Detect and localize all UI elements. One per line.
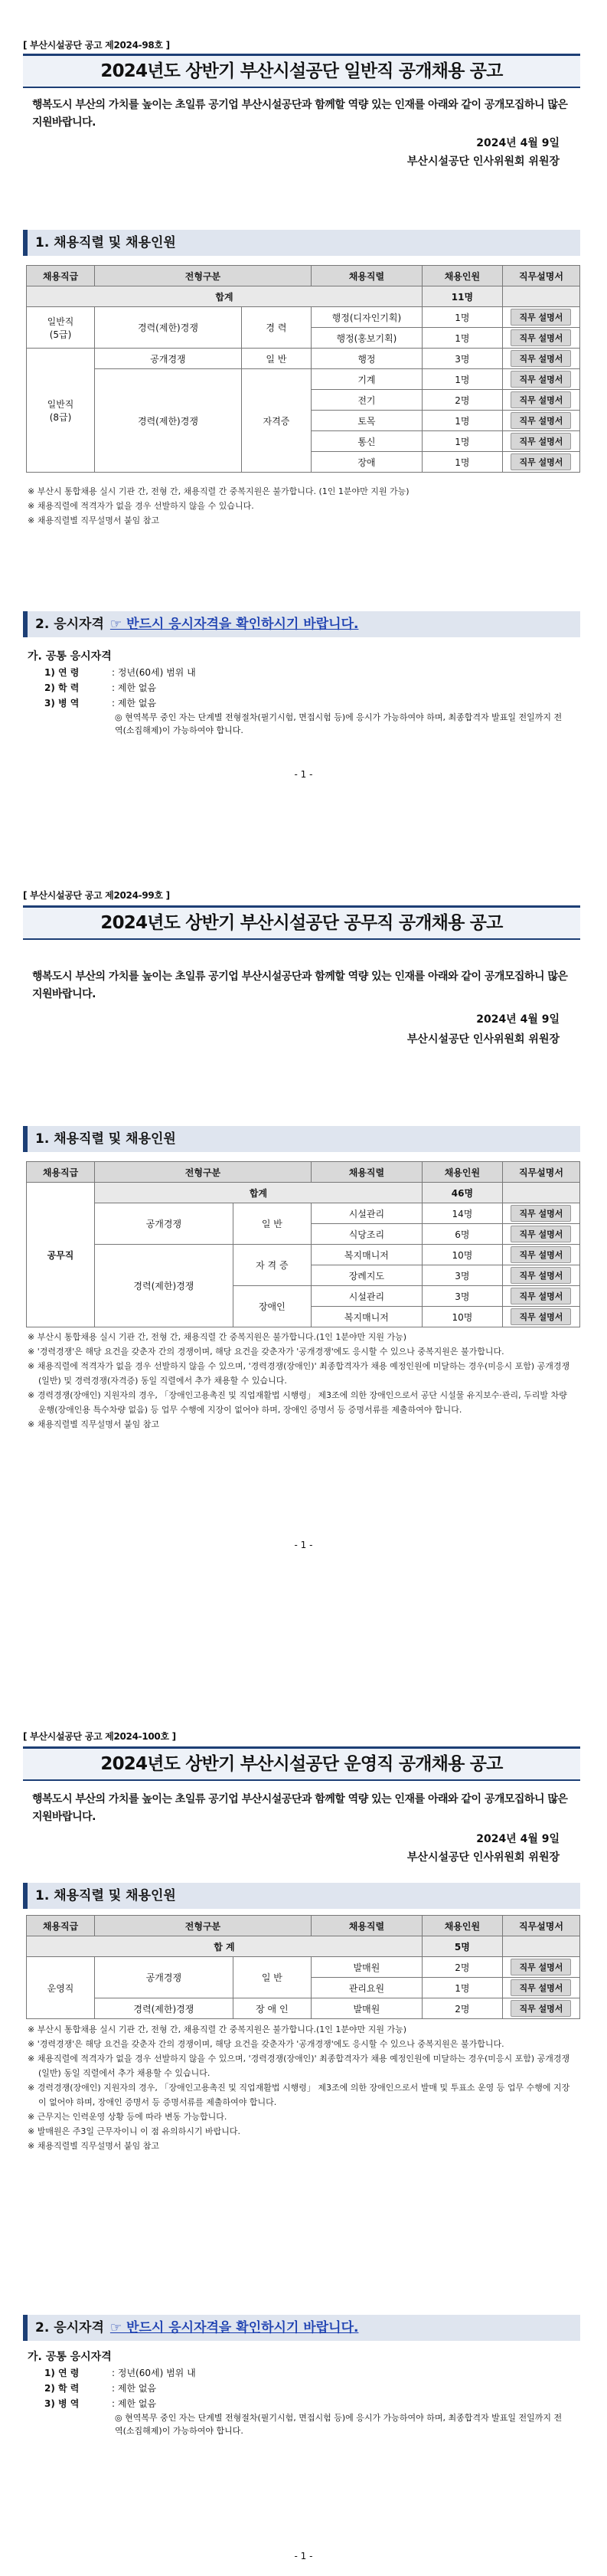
count-cell: 1명 xyxy=(422,411,502,431)
field-cell: 식당조리 xyxy=(311,1224,422,1245)
note-item: ※ 부산시 통합채용 실시 기관 간, 전형 간, 채용직렬 간 중복지원은 불가합니다. (1인 1분야만 지원 가능) xyxy=(28,486,410,496)
col-header: 채용직급 xyxy=(27,1162,95,1183)
col-header: 전형구분 xyxy=(95,266,312,286)
count-cell: 10명 xyxy=(422,1307,502,1327)
total-count: 46명 xyxy=(422,1183,502,1203)
col-header: 직무설명서 xyxy=(502,266,579,286)
note-item: ※ 채용직렬에 적격자가 없을 경우 선발하지 않을 수 있으며, '경력경쟁(장애인)' 최종합격자가 채용 예정인원에 미달하는 경우(미응시 포함) 공개경쟁(일반) 동일 직렬에서 추가 채용할 수 있습니다. xyxy=(28,2054,570,2078)
type-cell: 공개경쟁 xyxy=(95,1957,233,1998)
qualification-link[interactable]: ☞ 반드시 응시자격을 확인하시기 바랍니다. xyxy=(109,617,359,632)
count-cell: 6명 xyxy=(422,1224,502,1245)
notice-title: 2024년도 상반기 부산시설공단 공무직 공개채용 공고 xyxy=(23,905,580,940)
count-cell: 3명 xyxy=(422,349,502,369)
total-row xyxy=(27,286,580,307)
note-item: ※ 경력경쟁(장애인) 지원자의 경우, 「장애인고용촉진 및 직업재활법 시행령」 제3조에 의한 장애인으로서 발매 및 투표소 운영 등 업무 수행에 지장이 없어야 하며, 장애인 증명서 등 증명서류를 제출하여야 합니다. xyxy=(28,2083,570,2107)
col-header: 전형구분 xyxy=(95,1916,312,1936)
category-cell: 장애인 xyxy=(233,1286,311,1327)
count-cell: 1명 xyxy=(422,369,502,390)
field-cell: 토목 xyxy=(311,411,422,431)
notice-org: 부산시설공단 인사위원회 위원장 xyxy=(406,155,560,168)
job-description-button[interactable]: 직무 설명서 xyxy=(511,350,571,367)
field-cell: 행정(홍보기획) xyxy=(311,328,422,349)
category-cell: 일 반 xyxy=(241,349,311,369)
job-description-button[interactable]: 직무 설명서 xyxy=(511,1959,571,1975)
notice-date: 2024년 4월 9일 xyxy=(476,1833,560,1845)
military-note: ◎ 현역복무 중인 자는 단계별 전형절차(필기시험, 면접시험 등)에 응시가 가능하여야 하며, 최종합격자 발표일 전일까지 전역(소집해제)이 가능하여야 합니다. xyxy=(115,712,563,735)
note-item: ※ 채용직렬별 직무설명서 붙임 참고 xyxy=(28,516,159,525)
col-header: 채용인원 xyxy=(422,266,502,286)
table-row xyxy=(27,1998,580,2019)
field-cell: 행정 xyxy=(311,349,422,369)
job-description-button[interactable]: 직무 설명서 xyxy=(511,1267,571,1284)
section-heading: 1. 채용직렬 및 채용인원 xyxy=(23,1126,580,1152)
notice-number: [ 부산시설공단 공고 제2024-99호 ] xyxy=(23,890,170,901)
col-header: 직무설명서 xyxy=(502,1162,579,1183)
job-description-button[interactable]: 직무 설명서 xyxy=(511,453,571,470)
col-header: 채용직렬 xyxy=(311,1916,422,1936)
page-number: - 1 - xyxy=(294,1540,313,1550)
subheading: 가. 공통 응시자격 xyxy=(28,2351,112,2363)
qualification-list: 1) 연 령 : 정년(60세) 범위 내 2) 학 력 : 제한 없음 3) 병 역 : 제한 없음 ◎ 현역복무 중인 자는 단계별 전형절차(필기시험, 면접시험 등)에 응시가 가능하여야 하며, 최종합격자 발표일 전일까지 전역(소집해제)이 가능하여야 합니다. xyxy=(44,665,565,737)
notice-org: 부산시설공단 인사위원회 위원장 xyxy=(406,1033,560,1046)
notice-title: 2024년도 상반기 부산시설공단 일반직 공개채용 공고 xyxy=(23,54,580,88)
job-description-button[interactable]: 직무 설명서 xyxy=(511,1205,571,1222)
recruit-table xyxy=(26,1161,580,1327)
field-cell: 복지매니저 xyxy=(311,1245,422,1265)
job-description-button[interactable]: 직무 설명서 xyxy=(511,1288,571,1304)
section-heading: 1. 채용직렬 및 채용인원 xyxy=(23,230,580,256)
type-cell: 경력(제한)경쟁 xyxy=(95,1998,233,2019)
note-item: ※ 부산시 통합채용 실시 기관 간, 전형 간, 채용직렬 간 중복지원은 불가합니다.(1인 1분야만 지원 가능) xyxy=(28,2024,407,2034)
table-row xyxy=(27,1957,580,1978)
total-row xyxy=(27,1936,580,1957)
job-description-button[interactable]: 직무 설명서 xyxy=(511,1226,571,1242)
job-description-button[interactable]: 직무 설명서 xyxy=(511,371,571,388)
count-cell: 3명 xyxy=(422,1265,502,1286)
field-cell: 기계 xyxy=(311,369,422,390)
total-label: 합 계 xyxy=(27,1936,423,1957)
field-cell: 복지매니저 xyxy=(311,1307,422,1327)
note-item: ※ 경력경쟁(장애인) 지원자의 경우, 「장애인고용촉진 및 직업재활법 시행령」 제3조에 의한 장애인으로서 공단 시설물 유지보수·관리, 두리발 차량 운행(장애인용 특수차량 없음) 등 업무 수행에 지장이 없어야 하며, 장애인 증명서 등 증명서류를 제출하여야 합니다. xyxy=(28,1390,567,1415)
field-cell: 발매원 xyxy=(311,1998,422,2019)
total-count: 11명 xyxy=(422,286,502,307)
recruit-table xyxy=(26,265,580,473)
col-header: 직무설명서 xyxy=(502,1916,579,1936)
note-item: ※ 부산시 통합채용 실시 기관 간, 전형 간, 채용직렬 간 중복지원은 불가합니다.(1인 1분야만 지원 가능) xyxy=(28,1332,407,1342)
grade-cell: 운영직 xyxy=(27,1957,95,2019)
category-cell: 경 력 xyxy=(241,307,311,349)
count-cell: 1명 xyxy=(422,431,502,452)
table-header-row xyxy=(27,1916,580,1936)
grade-cell: 일반직 (5급) xyxy=(27,307,95,349)
table-row xyxy=(27,307,580,328)
notice-org: 부산시설공단 인사위원회 위원장 xyxy=(406,1851,560,1864)
category-cell: 자 격 증 xyxy=(233,1245,311,1286)
count-cell: 1명 xyxy=(422,1978,502,1998)
qualification-list: 1) 연 령 : 정년(60세) 범위 내 2) 학 력 : 제한 없음 3) 병 역 : 제한 없음 ◎ 현역복무 중인 자는 단계별 전형절차(필기시험, 면접시험 등)에 응시가 가능하여야 하며, 최종합격자 발표일 전일까지 전역(소집해제)이 가능하여야 합니다. xyxy=(44,2365,565,2437)
count-cell: 10명 xyxy=(422,1245,502,1265)
note-item: ※ 채용직렬별 직무설명서 붙임 참고 xyxy=(28,2141,159,2151)
col-header: 채용직급 xyxy=(27,1916,95,1936)
type-cell: 공개경쟁 xyxy=(95,349,242,369)
type-cell: 경력(제한)경쟁 xyxy=(95,369,242,473)
notes-list xyxy=(28,1330,573,1432)
section-heading: 1. 채용직렬 및 채용인원 xyxy=(23,1883,580,1909)
type-cell: 경력(제한)경쟁 xyxy=(95,307,242,349)
col-header: 채용인원 xyxy=(422,1916,502,1936)
notice-date: 2024년 4월 9일 xyxy=(476,137,560,149)
field-cell: 관리요원 xyxy=(311,1978,422,1998)
notice-number: [ 부산시설공단 공고 제2024-100호 ] xyxy=(23,1731,176,1742)
intro-text: 행복도시 부산의 가치를 높이는 초일류 공기업 부산시설공단과 함께할 역량 있는 인재를 아래와 같이 공개모집하니 많은 지원바랍니다. xyxy=(32,99,568,129)
table-row xyxy=(27,369,580,390)
table-row xyxy=(27,349,580,369)
field-cell: 전기 xyxy=(311,390,422,411)
note-item: ※ '경력경쟁'은 해당 요건을 갖춘자 간의 경쟁이며, 해당 요건을 갖춘자가 '공개경쟁'에도 응시할 수 있으나 중복지원은 불가합니다. xyxy=(28,2039,504,2049)
notes-list xyxy=(28,2022,573,2153)
field-cell: 시설관리 xyxy=(311,1286,422,1307)
intro-text: 행복도시 부산의 가치를 높이는 초일류 공기업 부산시설공단과 함께할 역량 있는 인재를 아래와 같이 공개모집하니 많은 지원바랍니다. xyxy=(32,971,568,1000)
table-header-row xyxy=(27,1162,580,1183)
table-row xyxy=(27,1203,580,1224)
total-label: 합계 xyxy=(27,286,423,307)
note-item: ※ 채용직렬에 적격자가 없을 경우 선발하지 않을 수 있으며, '경력경쟁(장애인)' 최종합격자가 채용 예정인원에 미달하는 경우(미응시 포함) 공개경쟁(일반) 및 경력경쟁(자격증) 동일 직렬에서 추가 채용할 수 있습니다. xyxy=(28,1361,570,1386)
field-cell: 통신 xyxy=(311,431,422,452)
col-header: 채용직급 xyxy=(27,266,95,286)
category-cell: 일 반 xyxy=(233,1957,311,1998)
job-description-button[interactable]: 직무 설명서 xyxy=(511,391,571,408)
table-header-row xyxy=(27,266,580,286)
count-cell: 1명 xyxy=(422,328,502,349)
count-cell: 1명 xyxy=(422,452,502,473)
note-item: ※ '경력경쟁'은 해당 요건을 갖춘자 간의 경쟁이며, 해당 요건을 갖춘자가 '공개경쟁'에도 응시할 수 있으나 중복지원은 불가합니다. xyxy=(28,1347,504,1357)
job-description-button[interactable]: 직무 설명서 xyxy=(511,1308,571,1325)
subheading: 가. 공통 응시자격 xyxy=(28,650,112,663)
field-cell: 장애 xyxy=(311,452,422,473)
job-description-button[interactable]: 직무 설명서 xyxy=(511,2000,571,2017)
job-description-button[interactable]: 직무 설명서 xyxy=(511,329,571,346)
intro-text: 행복도시 부산의 가치를 높이는 초일류 공기업 부산시설공단과 함께할 역량 있는 인재를 아래와 같이 공개모집하니 많은 지원바랍니다. xyxy=(32,1793,568,1823)
table-row xyxy=(27,1245,580,1265)
type-cell: 공개경쟁 xyxy=(95,1203,233,1245)
count-cell: 3명 xyxy=(422,1286,502,1307)
count-cell: 2명 xyxy=(422,1957,502,1978)
section-heading: 2. 응시자격 ☞ 반드시 응시자격을 확인하시기 바랍니다. xyxy=(23,611,580,637)
total-count: 5명 xyxy=(422,1936,502,1957)
notice-number: [ 부산시설공단 공고 제2024-98호 ] xyxy=(23,40,170,51)
count-cell: 1명 xyxy=(422,307,502,328)
recruit-table xyxy=(26,1915,580,2019)
field-cell: 시설관리 xyxy=(311,1203,422,1224)
job-description-button[interactable]: 직무 설명서 xyxy=(511,433,571,450)
col-header: 채용인원 xyxy=(422,1162,502,1183)
note-item: ※ 근무지는 인력운영 상황 등에 따라 변동 가능합니다. xyxy=(28,2112,227,2122)
job-description-button[interactable]: 직무 설명서 xyxy=(511,1979,571,1996)
type-cell: 경력(제한)경쟁 xyxy=(95,1245,233,1327)
notice-date: 2024년 4월 9일 xyxy=(476,1013,560,1026)
total-row xyxy=(27,1183,580,1203)
grade-cell: 공무직 xyxy=(27,1183,95,1327)
section-heading: 2. 응시자격 ☞ 반드시 응시자격을 확인하시기 바랍니다. xyxy=(23,2315,580,2341)
job-description-button[interactable]: 직무 설명서 xyxy=(511,412,571,429)
page-number: - 1 - xyxy=(294,2551,313,2561)
count-cell: 2명 xyxy=(422,390,502,411)
col-header: 채용직렬 xyxy=(311,1162,422,1183)
grade-cell: 일반직 (8급) xyxy=(27,349,95,473)
category-cell: 장 애 인 xyxy=(233,1998,311,2019)
field-cell: 행정(디자인기획) xyxy=(311,307,422,328)
col-header: 채용직렬 xyxy=(311,266,422,286)
job-description-button[interactable]: 직무 설명서 xyxy=(511,309,571,326)
job-description-button[interactable]: 직무 설명서 xyxy=(511,1246,571,1263)
note-item: ※ 발매원은 주3일 근무자이니 이 점 유의하시기 바랍니다. xyxy=(28,2126,240,2136)
count-cell: 14명 xyxy=(422,1203,502,1224)
note-item: ※ 채용직렬에 적격자가 없을 경우 선발하지 않을 수 있습니다. xyxy=(28,501,254,511)
notice-title: 2024년도 상반기 부산시설공단 운영직 공개채용 공고 xyxy=(23,1746,580,1781)
qualification-link[interactable]: ☞ 반드시 응시자격을 확인하시기 바랍니다. xyxy=(109,2320,359,2335)
page-number: - 1 - xyxy=(294,769,313,780)
notes-list xyxy=(28,484,573,528)
field-cell: 발매원 xyxy=(311,1957,422,1978)
count-cell: 2명 xyxy=(422,1998,502,2019)
field-cell: 장례지도 xyxy=(311,1265,422,1286)
military-note: ◎ 현역복무 중인 자는 단계별 전형절차(필기시험, 면접시험 등)에 응시가 가능하여야 하며, 최종합격자 발표일 전일까지 전역(소집해제)이 가능하여야 합니다. xyxy=(115,2413,563,2436)
category-cell: 자격증 xyxy=(241,369,311,473)
category-cell: 일 반 xyxy=(233,1203,311,1245)
total-label: 합계 xyxy=(95,1183,423,1203)
note-item: ※ 채용직렬별 직무설명서 붙임 참고 xyxy=(28,1419,159,1429)
col-header: 전형구분 xyxy=(95,1162,312,1183)
